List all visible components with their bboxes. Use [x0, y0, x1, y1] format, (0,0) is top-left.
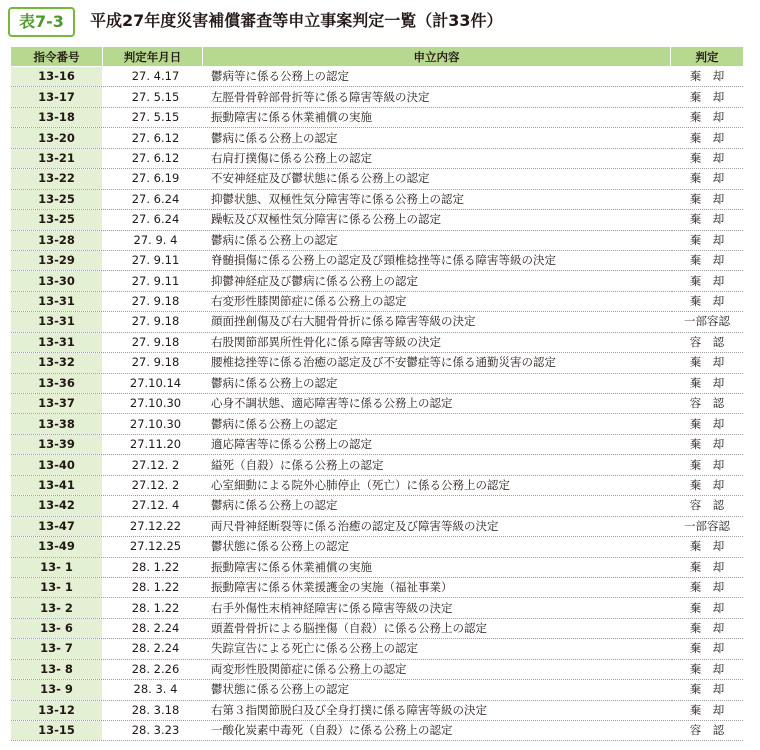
claim-content-cell: 鬱病に係る公務上の認定 [203, 414, 671, 434]
judgment-cell: 容 認 [671, 394, 744, 414]
judgment-date-cell: 27. 9.18 [103, 353, 203, 373]
claim-content-cell: 右手外傷性末梢神経障害に係る障害等級の決定 [203, 598, 671, 618]
claim-content-cell: 脊髄損傷に係る公務上の認定及び頸椎捻挫等に係る障害等級の決定 [203, 250, 671, 270]
table-row [11, 557, 744, 577]
table-row [11, 230, 744, 250]
table-row [11, 169, 744, 189]
judgment-date-cell: 27.12. 2 [103, 475, 203, 495]
table-row [11, 639, 744, 659]
order-number-cell: 13- 1 [11, 577, 103, 597]
judgment-cell: 棄 却 [671, 87, 744, 107]
judgment-cell: 棄 却 [671, 680, 744, 700]
table-row [11, 537, 744, 557]
table-row [11, 434, 744, 454]
judgment-date-cell: 28. 1.22 [103, 598, 203, 618]
claim-content-cell: 左脛骨骨幹部骨折等に係る障害等級の決定 [203, 87, 671, 107]
claim-content-cell: 鬱病に係る公務上の認定 [203, 128, 671, 148]
order-number-cell: 13-15 [11, 721, 103, 741]
judgment-cell: 棄 却 [671, 189, 744, 209]
order-number-cell: 13-40 [11, 455, 103, 475]
column-header-claim-content: 申立内容 [203, 47, 671, 67]
judgment-cell: 容 認 [671, 721, 744, 741]
judgment-date-cell: 27.12. 4 [103, 496, 203, 516]
table-row [11, 312, 744, 332]
column-header-judgment-date: 判定年月日 [103, 47, 203, 67]
judgment-date-cell: 27. 4.17 [103, 67, 203, 87]
judgment-date-cell: 28. 3.18 [103, 700, 203, 720]
judgment-date-cell: 27. 9.18 [103, 332, 203, 352]
judgment-date-cell: 27.11.20 [103, 434, 203, 454]
claim-content-cell: 抑鬱状態、双極性気分障害等に係る公務上の認定 [203, 189, 671, 209]
order-number-cell: 13-49 [11, 537, 103, 557]
table-row [11, 414, 744, 434]
claim-content-cell: 顔面挫創傷及び右大腿骨骨折に係る障害等級の決定 [203, 312, 671, 332]
judgment-cell: 棄 却 [671, 271, 744, 291]
claim-content-cell: 右肩打撲傷に係る公務上の認定 [203, 148, 671, 168]
table-row [11, 107, 744, 127]
claim-content-cell: 振動障害に係る休業補償の実施 [203, 107, 671, 127]
claim-content-cell: 振動障害に係る休業補償の実施 [203, 557, 671, 577]
table-row [11, 618, 744, 638]
judgment-cell: 棄 却 [671, 414, 744, 434]
table-row [11, 128, 744, 148]
table-caption [0, 0, 760, 40]
judgment-cell: 棄 却 [671, 148, 744, 168]
judgment-cell: 棄 却 [671, 557, 744, 577]
judgment-cell: 棄 却 [671, 537, 744, 557]
table-row [11, 332, 744, 352]
judgment-cell: 棄 却 [671, 659, 744, 679]
judgment-cell: 棄 却 [671, 455, 744, 475]
claim-content-cell: 適応障害等に係る公務上の認定 [203, 434, 671, 454]
table-row [11, 148, 744, 168]
order-number-cell: 13-39 [11, 434, 103, 454]
table-row [11, 353, 744, 373]
table-row [11, 659, 744, 679]
judgment-date-cell: 27. 9.11 [103, 271, 203, 291]
order-number-cell: 13-47 [11, 516, 103, 536]
judgment-date-cell: 27.12.25 [103, 537, 203, 557]
judgment-date-cell: 27.12.22 [103, 516, 203, 536]
table-row [11, 700, 744, 720]
claim-content-cell: 心身不調状態、適応障害等に係る公務上の認定 [203, 394, 671, 414]
table-row [11, 210, 744, 230]
judgment-date-cell: 27.12. 2 [103, 455, 203, 475]
judgment-date-cell: 27. 9.18 [103, 312, 203, 332]
judgment-cell: 棄 却 [671, 434, 744, 454]
table-number-badge: 表7-3 [8, 7, 75, 37]
order-number-cell: 13-21 [11, 148, 103, 168]
order-number-cell: 13-29 [11, 250, 103, 270]
claim-content-cell: 不安神経症及び鬱状態に係る公務上の認定 [203, 169, 671, 189]
order-number-cell: 13-30 [11, 271, 103, 291]
judgment-date-cell: 27. 9.11 [103, 250, 203, 270]
judgment-cell: 容 認 [671, 496, 744, 516]
judgment-cell: 棄 却 [671, 67, 744, 87]
order-number-cell: 13- 6 [11, 618, 103, 638]
judgment-table [10, 46, 744, 741]
order-number-cell: 13-22 [11, 169, 103, 189]
claim-content-cell: 両変形性股関節症に係る公務上の認定 [203, 659, 671, 679]
judgment-date-cell: 28. 1.22 [103, 557, 203, 577]
judgment-date-cell: 27. 6.24 [103, 189, 203, 209]
order-number-cell: 13-17 [11, 87, 103, 107]
order-number-cell: 13-25 [11, 210, 103, 230]
table-row [11, 373, 744, 393]
claim-content-cell: 躁転及び双極性気分障害に係る公務上の認定 [203, 210, 671, 230]
order-number-cell: 13-31 [11, 312, 103, 332]
judgment-cell: 棄 却 [671, 700, 744, 720]
table-row [11, 67, 744, 87]
table-header-row [11, 47, 744, 67]
claim-content-cell: 腰椎捻挫等に係る治癒の認定及び不安鬱症等に係る通勤災害の認定 [203, 353, 671, 373]
judgment-cell: 棄 却 [671, 577, 744, 597]
table-title: 平成27年度災害補償審査等申立事案判定一覧（計33件） [90, 11, 503, 30]
table-row [11, 516, 744, 536]
judgment-date-cell: 27.10.30 [103, 414, 203, 434]
order-number-cell: 13- 2 [11, 598, 103, 618]
judgment-cell: 棄 却 [671, 353, 744, 373]
claim-content-cell: 右変形性膝関節症に係る公務上の認定 [203, 291, 671, 311]
order-number-cell: 13-31 [11, 332, 103, 352]
order-number-cell: 13- 9 [11, 680, 103, 700]
judgment-cell: 容 認 [671, 332, 744, 352]
judgment-cell: 棄 却 [671, 169, 744, 189]
order-number-cell: 13-32 [11, 353, 103, 373]
judgment-cell: 棄 却 [671, 639, 744, 659]
judgment-date-cell: 27. 5.15 [103, 107, 203, 127]
order-number-cell: 13-18 [11, 107, 103, 127]
claim-content-cell: 鬱病に係る公務上の認定 [203, 230, 671, 250]
order-number-cell: 13-38 [11, 414, 103, 434]
claim-content-cell: 頭蓋骨骨折による脳挫傷（自殺）に係る公務上の認定 [203, 618, 671, 638]
judgment-date-cell: 28. 3.23 [103, 721, 203, 741]
order-number-cell: 13-12 [11, 700, 103, 720]
judgment-date-cell: 27. 6.12 [103, 128, 203, 148]
judgment-date-cell: 27.10.30 [103, 394, 203, 414]
judgment-cell: 棄 却 [671, 291, 744, 311]
judgment-cell: 一部容認 [671, 516, 744, 536]
claim-content-cell: 心室細動による院外心肺停止（死亡）に係る公務上の認定 [203, 475, 671, 495]
table-row [11, 87, 744, 107]
table-row [11, 250, 744, 270]
judgment-cell: 棄 却 [671, 250, 744, 270]
table-row [11, 271, 744, 291]
table-row [11, 394, 744, 414]
table-row [11, 475, 744, 495]
claim-content-cell: 鬱病に係る公務上の認定 [203, 496, 671, 516]
judgment-date-cell: 28. 2.24 [103, 639, 203, 659]
table-row [11, 577, 744, 597]
judgment-date-cell: 27. 6.24 [103, 210, 203, 230]
judgment-cell: 一部容認 [671, 312, 744, 332]
judgment-cell: 棄 却 [671, 230, 744, 250]
judgment-cell: 棄 却 [671, 128, 744, 148]
judgment-date-cell: 28. 2.26 [103, 659, 203, 679]
order-number-cell: 13-20 [11, 128, 103, 148]
judgment-cell: 棄 却 [671, 475, 744, 495]
column-header-order-number: 指令番号 [11, 47, 103, 67]
table-row [11, 598, 744, 618]
column-header-judgment: 判定 [671, 47, 744, 67]
claim-content-cell: 両尺骨神経断裂等に係る治癒の認定及び障害等級の決定 [203, 516, 671, 536]
claim-content-cell: 失踪宣告による死亡に係る公務上の認定 [203, 639, 671, 659]
order-number-cell: 13- 1 [11, 557, 103, 577]
table-row [11, 721, 744, 741]
judgment-cell: 棄 却 [671, 618, 744, 638]
judgment-date-cell: 27. 9.18 [103, 291, 203, 311]
table-row [11, 291, 744, 311]
claim-content-cell: 右股関節部異所性骨化に係る障害等級の決定 [203, 332, 671, 352]
judgment-cell: 棄 却 [671, 373, 744, 393]
table-row [11, 455, 744, 475]
order-number-cell: 13- 7 [11, 639, 103, 659]
order-number-cell: 13- 8 [11, 659, 103, 679]
judgment-date-cell: 27. 6.19 [103, 169, 203, 189]
order-number-cell: 13-36 [11, 373, 103, 393]
claim-content-cell: 鬱状態に係る公務上の認定 [203, 680, 671, 700]
claim-content-cell: 一酸化炭素中毒死（自殺）に係る公務上の認定 [203, 721, 671, 741]
judgment-cell: 棄 却 [671, 210, 744, 230]
judgment-date-cell: 28. 3. 4 [103, 680, 203, 700]
judgment-date-cell: 27. 9. 4 [103, 230, 203, 250]
claim-content-cell: 縊死（自殺）に係る公務上の認定 [203, 455, 671, 475]
judgment-date-cell: 28. 2.24 [103, 618, 203, 638]
judgment-cell: 棄 却 [671, 598, 744, 618]
order-number-cell: 13-16 [11, 67, 103, 87]
judgment-date-cell: 27. 6.12 [103, 148, 203, 168]
order-number-cell: 13-25 [11, 189, 103, 209]
order-number-cell: 13-37 [11, 394, 103, 414]
claim-content-cell: 鬱状態に係る公務上の認定 [203, 537, 671, 557]
table-row [11, 680, 744, 700]
judgment-date-cell: 28. 1.22 [103, 577, 203, 597]
order-number-cell: 13-42 [11, 496, 103, 516]
order-number-cell: 13-31 [11, 291, 103, 311]
claim-content-cell: 振動障害に係る休業援護金の実施（福祉事業） [203, 577, 671, 597]
judgment-date-cell: 27.10.14 [103, 373, 203, 393]
judgment-date-cell: 27. 5.15 [103, 87, 203, 107]
table-row [11, 189, 744, 209]
claim-content-cell: 鬱病等に係る公務上の認定 [203, 67, 671, 87]
claim-content-cell: 右第３指関節脱臼及び全身打撲に係る障害等級の決定 [203, 700, 671, 720]
judgment-cell: 棄 却 [671, 107, 744, 127]
claim-content-cell: 鬱病に係る公務上の認定 [203, 373, 671, 393]
claim-content-cell: 抑鬱神経症及び鬱病に係る公務上の認定 [203, 271, 671, 291]
table-row [11, 496, 744, 516]
order-number-cell: 13-41 [11, 475, 103, 495]
order-number-cell: 13-28 [11, 230, 103, 250]
